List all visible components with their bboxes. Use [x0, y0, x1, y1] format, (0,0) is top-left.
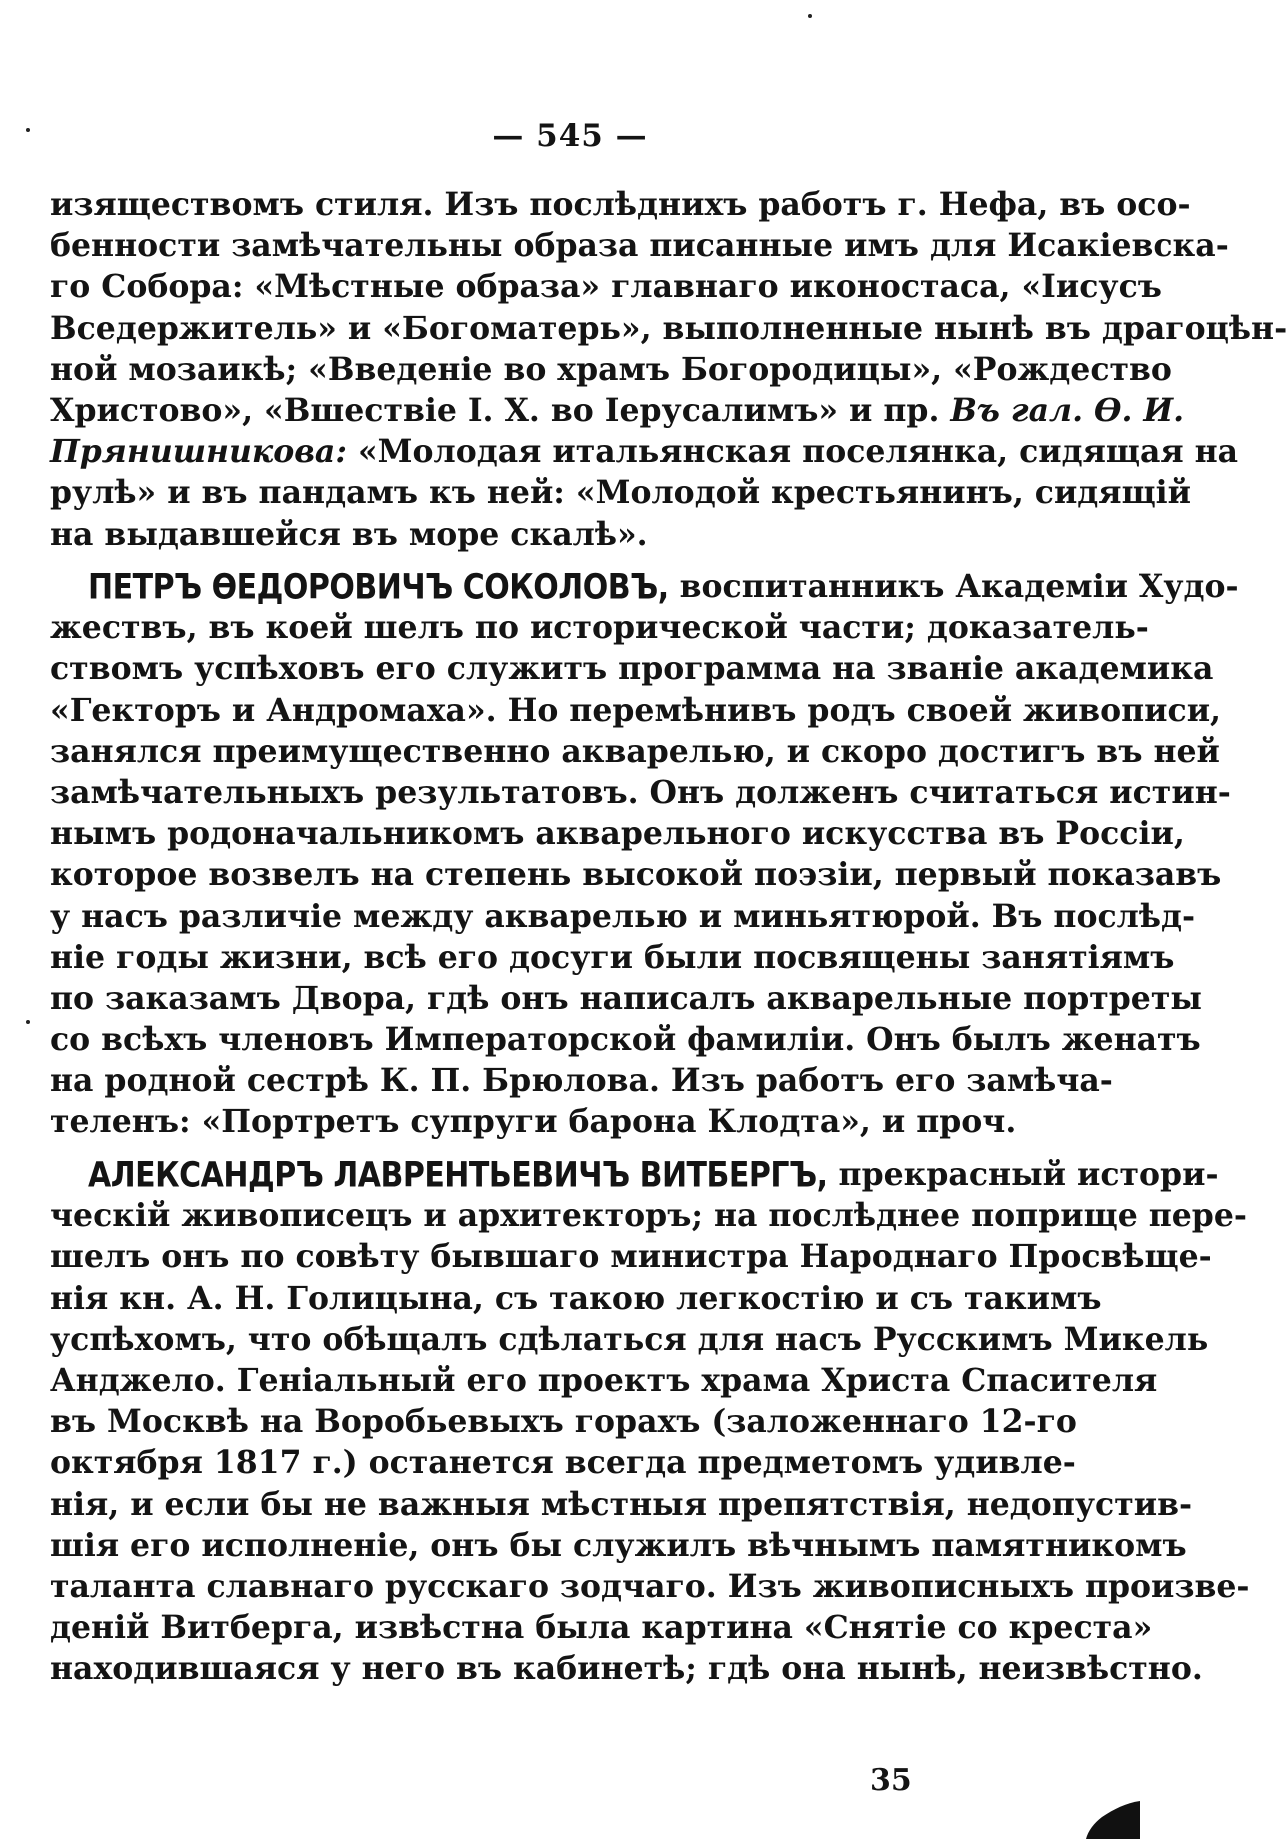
text-line: шелъ онъ по совѣту бывшаго министра Народнаго Просвѣще-	[50, 1238, 1212, 1276]
text-line: жествъ, въ коей шелъ по исторической части; доказатель-	[50, 609, 1149, 647]
text-line: шія его исполненіе, онъ бы служилъ вѣчнымъ памятникомъ	[50, 1526, 1187, 1564]
text-line: успѣхомъ, что обѣщалъ сдѣлаться для насъ Русскимъ Микель	[50, 1320, 1209, 1358]
text-line: ніе годы жизни, всѣ его досуги были посвящены занятіямъ	[50, 938, 1175, 976]
text-segment: воспитанникъ Академіи Худо-	[668, 568, 1239, 605]
text-line: «Гекторъ и Андромаха». Но перемѣнивъ родъ своей живописи,	[50, 691, 1222, 729]
text-line: бенности замѣчательны образа писанные имъ для Исакіевска-	[50, 227, 1229, 265]
entry-sokolov	[50, 566, 1239, 1143]
text-line: изяществомъ стиля. Изъ послѣднихъ работъ г. Нефа, въ осо-	[50, 186, 1191, 223]
text-line: занялся преимущественно акварелью, и скоро достигъ въ ней	[50, 732, 1220, 770]
text-line: по заказамъ Двора, гдѣ онъ написалъ акварельные портреты	[50, 979, 1202, 1017]
text-line	[50, 431, 1239, 472]
text-line: нымъ родоначальникомъ акварельного искусства въ Россіи,	[50, 815, 1185, 853]
text-line: въ Москвѣ на Воробьевыхъ горахъ (заложеннаго 12-го	[50, 1403, 1077, 1441]
text-line: на выдавшейся въ море скалѣ».	[50, 515, 648, 553]
text-line: деній Витберга, извѣстна была картина «Снятіе со креста»	[50, 1609, 1153, 1647]
scan-edge-stain	[1086, 1799, 1140, 1839]
text-line: таланта славнаго русскаго зодчаго. Изъ живописныхъ произве-	[50, 1567, 1250, 1605]
signature-mark: 35	[870, 1763, 912, 1798]
text-segment: «Молодая итальянская поселянка, сидящая на	[346, 433, 1239, 471]
text-line: рулѣ» и въ пандамъ къ ней: «Молодой крестьянинъ, сидящій	[50, 474, 1191, 512]
text-line: ческій живописецъ и архитекторъ; на послѣднее поприще пере-	[50, 1197, 1247, 1235]
text-line: ствомъ успѣховъ его служитъ программа на званіе академика	[50, 650, 1214, 688]
entry-name: АЛЕКСАНДРЪ ЛАВРЕНТЬЕВИЧЪ ВИТБЕРГЪ,	[88, 1155, 828, 1196]
text-line: октября 1817 г.) останется всегда предметомъ удивле-	[50, 1444, 1076, 1482]
scan-speck	[26, 128, 30, 132]
text-line: го Собора: «Мѣстные образа» главнаго иконостаса, «Іисусъ	[50, 268, 1162, 306]
entry-first-line	[50, 566, 1239, 608]
text-line: нія кн. А. Н. Голицына, съ такою легкостію и съ такимъ	[50, 1279, 1102, 1317]
scan-speck	[26, 1020, 30, 1024]
entry-name: ПЕТРЪ ѲЕДОРОВИЧЪ СОКОЛОВЪ,	[88, 567, 669, 608]
italic-reference: Въ гал. Ѳ. И.	[950, 391, 1185, 429]
text-line: Анджело. Геніальный его проектъ храма Христа Спасителя	[50, 1361, 1158, 1399]
scan-speck	[808, 14, 812, 18]
text-line: со всѣхъ членовъ Императорской фамиліи. Онъ былъ женатъ	[50, 1021, 1201, 1059]
text-line: на родной сестрѣ К. П. Брюлова. Изъ работъ его замѣча-	[50, 1062, 1113, 1100]
entry-vitberg	[50, 1154, 1250, 1689]
text-line: у насъ различіе между акварелью и миньятюрой. Въ послѣд-	[50, 897, 1196, 935]
text-line: ной мозаикѣ; «Введеніе во храмъ Богородицы», «Рождество	[50, 350, 1172, 388]
text-segment: прекрасный истори-	[827, 1156, 1219, 1193]
text-segment: Христово», «Вшествіе І. Х. во Іерусалимъ» и пр.	[50, 391, 951, 429]
paragraph-continuation	[50, 184, 1287, 555]
text-line: Вседержитель» и «Богоматерь», выполненные нынѣ въ драгоцѣн-	[50, 309, 1287, 347]
text-line: замѣчательныхъ результатовъ. Онъ долженъ считаться истин-	[50, 773, 1231, 811]
italic-reference: Прянишникова:	[50, 433, 347, 471]
text-line: находившаяся у него въ кабинетѣ; гдѣ она нынѣ, неизвѣстно.	[50, 1650, 1203, 1688]
entry-first-line	[50, 1154, 1219, 1196]
text-line	[50, 390, 1185, 431]
page-number: — 545 —	[492, 118, 648, 154]
text-line: нія, и если бы не важныя мѣстныя препятствія, недопустив-	[50, 1485, 1193, 1523]
text-line: которое возвелъ на степень высокой поэзіи, первый показавъ	[50, 856, 1222, 894]
text-line: теленъ: «Портретъ супруги барона Клодта», и проч.	[50, 1103, 1017, 1141]
